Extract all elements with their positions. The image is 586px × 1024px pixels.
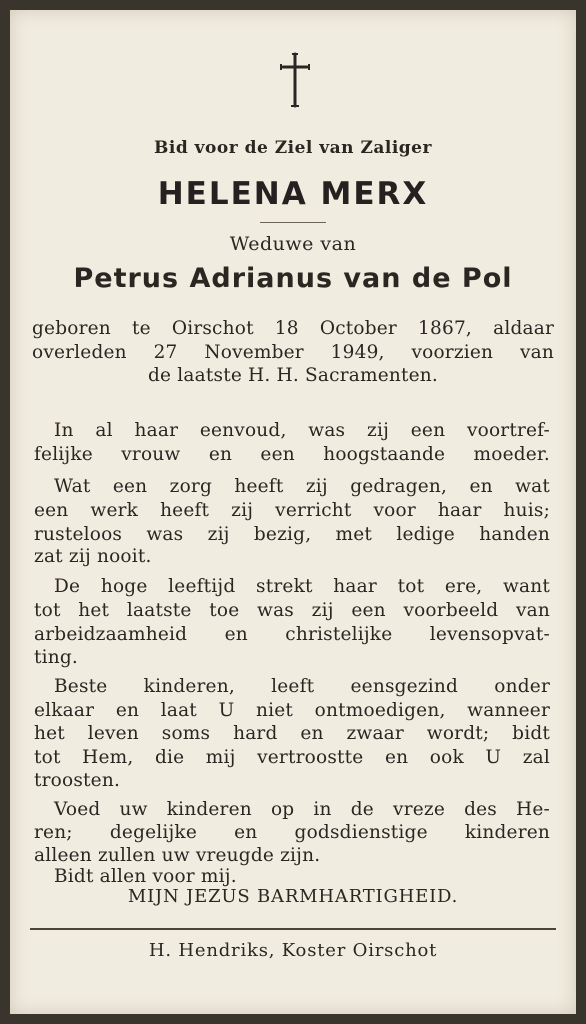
text-line: Wat een zorg heeft zij gedragen, en wat	[54, 476, 550, 497]
text-line: elkaar en laat U niet ontmoedigen, wanneer	[34, 700, 550, 721]
cross-icon	[278, 52, 312, 108]
biography-line: geboren te Oirschot 18 October 1867, aldaar	[32, 318, 554, 339]
text-line: alleen zullen uw vreugde zijn.	[34, 845, 321, 866]
deceased-name: HELENA MERX	[157, 176, 429, 212]
printer-credit: H. Hendriks, Koster Oirschot	[148, 940, 438, 961]
biography-line: overleden 27 November 1949, voorzien van	[32, 342, 554, 363]
name-divider	[260, 222, 326, 223]
text-line: Bidt allen voor mij.	[54, 866, 237, 887]
widow-of-label: Weduwe van	[229, 233, 357, 255]
text-line: tot het laatste toe was zij een voorbeeld van	[34, 600, 550, 621]
text-line: In al haar eenvoud, was zij een voortref-	[54, 420, 550, 441]
text-line: troosten.	[34, 770, 121, 791]
text-line: Beste kinderen, leeft eensgezind onder	[54, 676, 550, 697]
text-line: zat zij nooit.	[34, 546, 152, 567]
text-line: felijke vrouw en een hoogstaande moeder.	[34, 444, 550, 465]
text-line: ting.	[34, 647, 78, 668]
text-line: arbeidzaamheid en christelijke levensopvat-	[34, 624, 550, 645]
memorial-card	[10, 10, 576, 1014]
text-line: rusteloos was zij bezig, met ledige handen	[34, 524, 550, 545]
prayer-heading: Bid voor de Ziel van Zaliger	[154, 138, 432, 158]
closing-invocation: MIJN JEZUS BARMHARTIGHEID.	[127, 886, 459, 907]
text-line: een werk heeft zij verricht voor haar huis;	[34, 500, 550, 521]
text-line: De hoge leeftijd strekt haar tot ere, want	[54, 576, 550, 597]
text-line: tot Hem, die mij vertroostte en ook U zal	[34, 747, 550, 768]
text-line: het leven soms hard en zwaar wordt; bidt	[34, 723, 550, 744]
text-line: ren; degelijke en godsdienstige kinderen	[34, 822, 550, 843]
text-line: Voed uw kinderen op in de vreze des He-	[54, 799, 550, 820]
biography-line: de laatste H. H. Sacramenten.	[148, 365, 438, 386]
footer-divider	[30, 928, 556, 930]
husband-name: Petrus Adrianus van de Pol	[73, 263, 513, 294]
